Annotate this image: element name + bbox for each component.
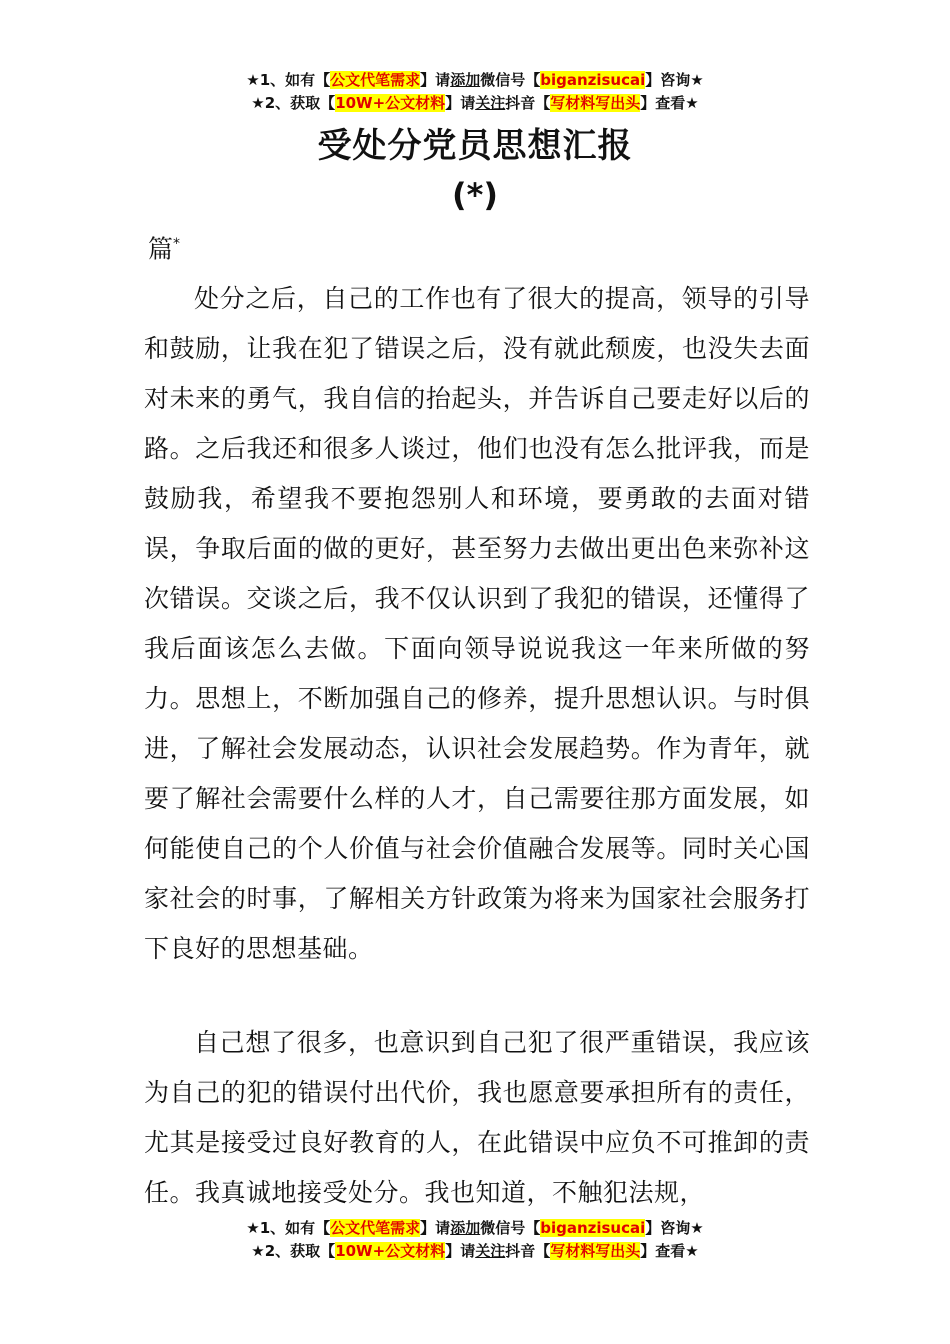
- section-label: 篇*: [148, 234, 181, 264]
- highlight-wechat-id: biganzisucai: [540, 1219, 646, 1237]
- highlight-service: 公文代笔需求: [330, 1219, 421, 1237]
- header-banner: [0, 69, 950, 115]
- document-title: 受处分党员思想汇报: [317, 126, 633, 166]
- highlight-service: 公文代笔需求: [330, 71, 421, 89]
- body-paragraph-1: 处分之后，自己的工作也有了很大的提高，领导的引导和鼓励，让我在犯了错误之后，没有就此颓废，也没失去面对未来的勇气，我自信的抬起头，并告诉自己要走好以后的路。之后我还和很多人谈过，他们也没有怎么批评我，而是鼓励我，希望我不要抱怨别人和环境，要勇敢的去面对错误，争取后面的做的更好，甚至努力去做出更出色来弥补这次错误。交谈之后，我不仅认识到了我犯的错误，还懂得了我后面该怎么去做。下面向领导说说我这一年来所做的努力。思想上，不断加强自己的修养，提升思想认识。与时俱进，了解社会发展动态，认识社会发展趋势。作为青年，就要了解社会需要什么样的人才，自己需要往那方面发展，如何能使自己的个人价值与社会价值融合发展等。同时关心国家社会的时事，了解相关方针政策为将来为国家社会服务打下良好的思想基础。: [144, 284, 810, 963]
- body-paragraph-2: 自己想了很多，也意识到自己犯了很严重错误，我应该为自己的犯的错误付出代价，我也愿意要承担所有的责任，尤其是接受过良好教育的人，在此错误中应负不可推卸的责任。我真诚地接受处分。我也知道，不触犯法规，: [144, 1028, 810, 1207]
- banner-line-1: ★1、如有【公文代笔需求】请添加微信号【biganzisucai】咨询★: [246, 71, 704, 89]
- banner-line-2: ★2、获取【10W+公文材料】请关注抖音【写材料写出头】查看★: [251, 94, 699, 112]
- footer-banner: [0, 1217, 950, 1263]
- banner-line-2: ★2、获取【10W+公文材料】请关注抖音【写材料写出头】查看★: [251, 1242, 699, 1260]
- highlight-materials: 10W+公文材料: [335, 1242, 446, 1260]
- highlight-materials: 10W+公文材料: [335, 94, 446, 112]
- highlight-douyin: 写材料写出头: [550, 94, 641, 112]
- document-subtitle: (*): [452, 176, 498, 214]
- highlight-douyin: 写材料写出头: [550, 1242, 641, 1260]
- highlight-wechat-id: biganzisucai: [540, 71, 646, 89]
- banner-line-1: ★1、如有【公文代笔需求】请添加微信号【biganzisucai】咨询★: [246, 1219, 704, 1237]
